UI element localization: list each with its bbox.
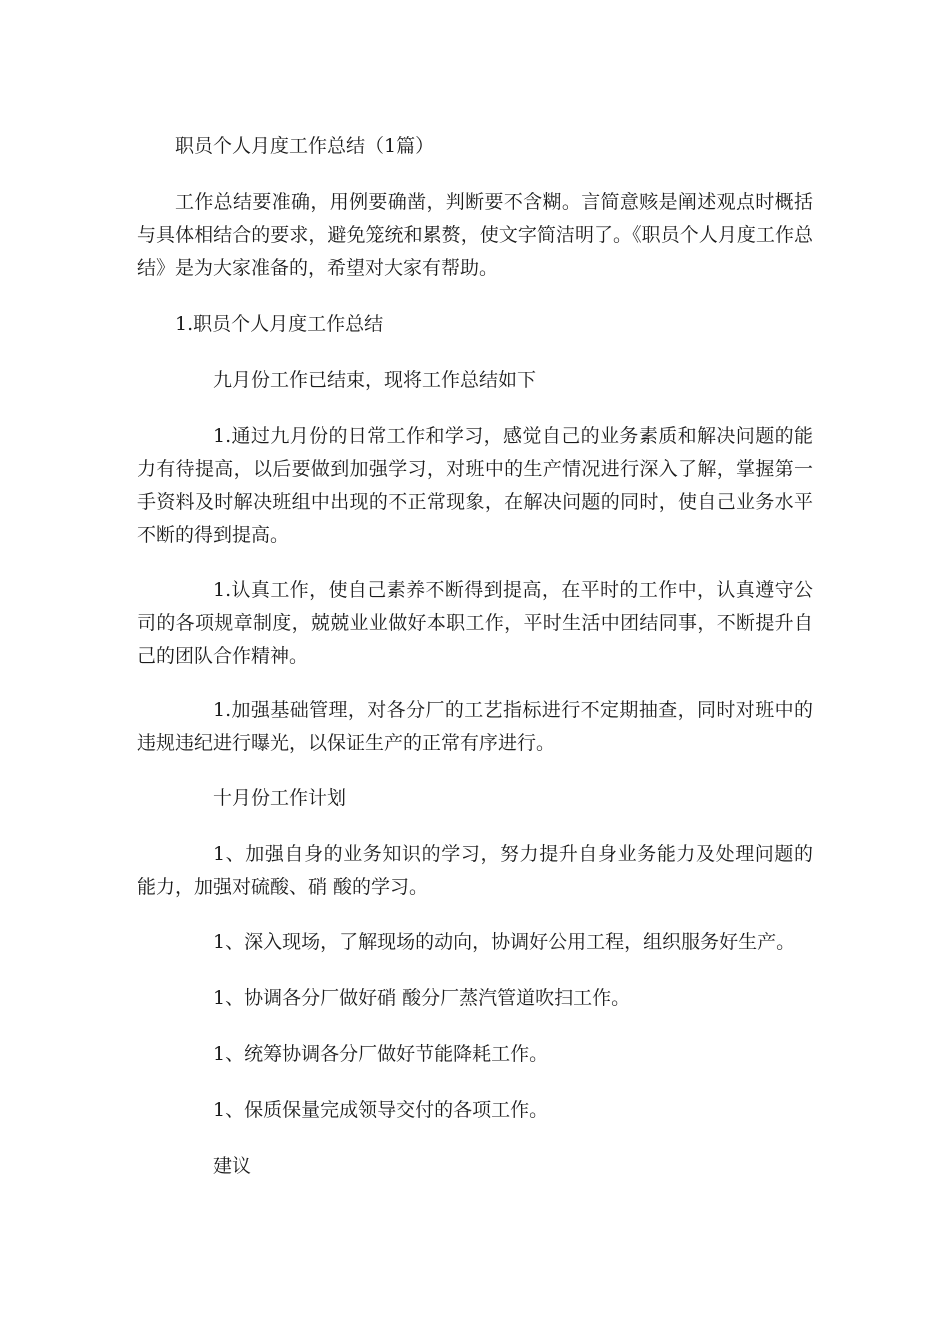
- section-heading: 1.职员个人月度工作总结: [175, 313, 384, 335]
- september-heading: 九月份工作已结束，现将工作总结如下: [213, 369, 537, 391]
- september-item-2: 1.认真工作，使自己素养不断得到提高，在平时的工作中，认真遵守公司的各项规章制度，兢兢业业做好本职工作，平时生活中团结同事，不断提升自己的团队合作精神。: [137, 579, 813, 667]
- october-item-5: 1、保质保量完成领导交付的各项工作。: [213, 1099, 549, 1121]
- september-item-1: 1.通过九月份的日常工作和学习，感觉自己的业务素质和解决问题的能力有待提高，以后要做到加强学习，对班中的生产情况进行深入了解，掌握第一手资料及时解决班组中出现的不正常现象，在解决问题的同时，使自己业务水平不断的得到提高。: [137, 425, 813, 546]
- october-item-1: 1、加强自身的业务知识的学习，努力提升自身业务能力及处理问题的能力，加强对硫酸、硝 酸的学习。: [137, 843, 813, 898]
- october-item-2: 1、深入现场，了解现场的动向，协调好公用工程，组织服务好生产。: [213, 931, 796, 953]
- intro-paragraph: 工作总结要准确，用例要确凿，判断要不含糊。言简意赅是阐述观点时概括与具体相结合的要求，避免笼统和累赘，使文字简洁明了。《职员个人月度工作总结》是为大家准备的，希望对大家有帮助。: [137, 191, 813, 279]
- document-title: 职员个人月度工作总结（1篇）: [175, 135, 435, 157]
- suggestion-heading: 建议: [213, 1155, 252, 1177]
- october-item-3: 1、协调各分厂做好硝 酸分厂蒸汽管道吹扫工作。: [213, 987, 631, 1009]
- october-heading: 十月份工作计划: [213, 787, 347, 809]
- october-item-4: 1、统筹协调各分厂做好节能降耗工作。: [213, 1043, 549, 1065]
- september-item-3: 1.加强基础管理，对各分厂的工艺指标进行不定期抽查，同时对班中的违规违纪进行曝光，以保证生产的正常有序进行。: [137, 699, 813, 754]
